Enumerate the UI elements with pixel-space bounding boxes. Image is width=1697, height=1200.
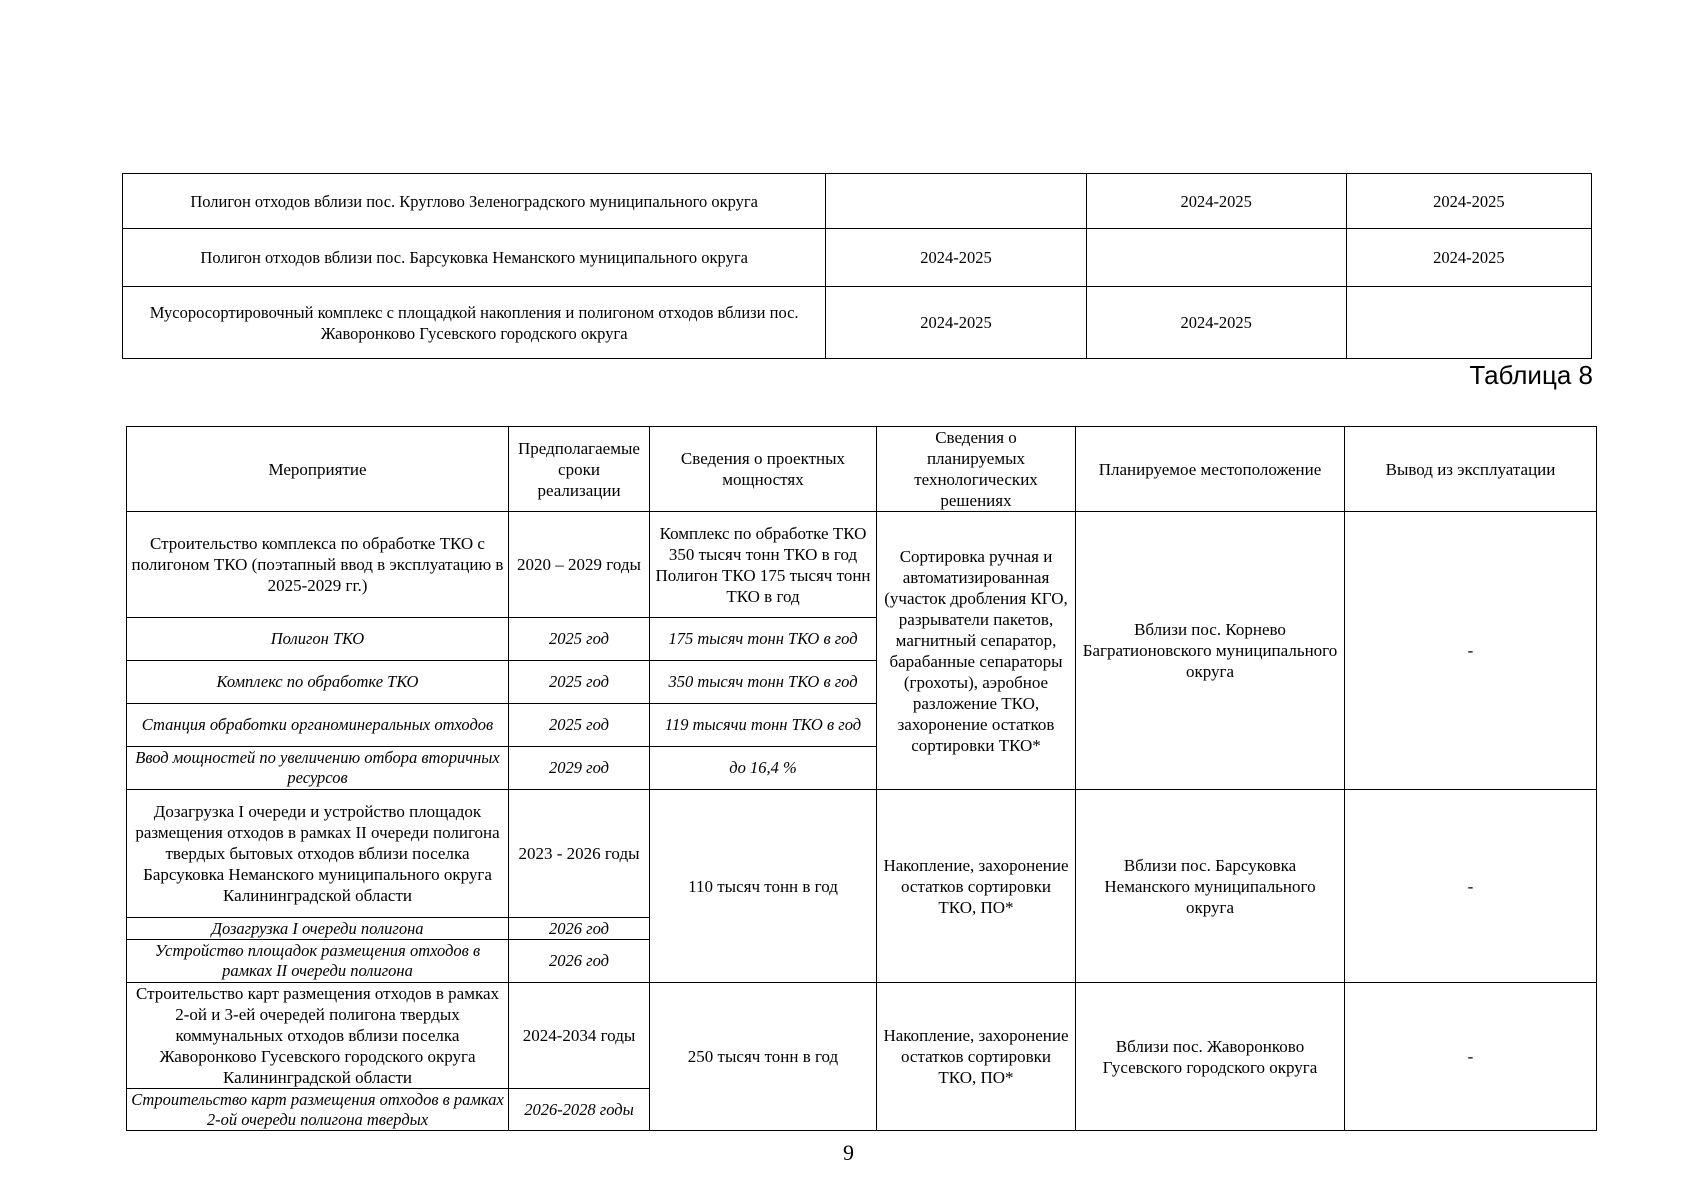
sub-event-cell: Устройство площадок размещения отходов в рамках II очереди полигона [127, 940, 509, 983]
terms-cell: 2024-2034 годы [509, 983, 650, 1089]
sub-capacity-cell: до 16,4 % [650, 747, 877, 790]
sub-event-cell: Строительство карт размещения отходов в рамках 2-ой очереди полигона твердых [127, 1089, 509, 1131]
year-cell: 2024-2025 [1086, 287, 1346, 359]
year-cell [1346, 287, 1591, 359]
tech-cell: Сортировка ручная и автоматизированная (участок дробления КГО, разрыватели пакетов, магнитный сепаратор, барабанные сепараторы (грохоты), аэробное разложение ТКО, захоронение остатков сортировки ТКО* [877, 512, 1076, 790]
sub-terms-cell: 2026 год [509, 918, 650, 940]
decommission-cell: - [1345, 983, 1597, 1131]
sub-event-cell: Ввод мощностей по увеличению отбора вторичных ресурсов [127, 747, 509, 790]
table-row [123, 287, 1592, 359]
sub-event-cell: Полигон ТКО [127, 618, 509, 661]
capacity-cell: 250 тысяч тонн в год [650, 983, 877, 1131]
header-terms: Предполагаемые сроки реализации [509, 427, 650, 512]
year-cell [826, 174, 1086, 229]
event-cell: Строительство карт размещения отходов в рамках 2-ой и 3-ей очередей полигона твердых коммунальных отходов вблизи поселка Жаворонково Гусевского городского округа Калининградской области [127, 983, 509, 1089]
event-cell: Дозагрузка I очереди и устройство площадок размещения отходов в рамках II очереди полигона твердых бытовых отходов вблизи поселка Барсуковка Неманского муниципального округа Калининградской области [127, 790, 509, 918]
object-name: Мусоросортировочный комплекс с площадкой накопления и полигоном отходов вблизи пос. Жаворонково Гусевского городского округа [123, 287, 826, 359]
table-caption: Таблица 8 [1469, 360, 1593, 390]
table-row [127, 983, 1597, 1089]
page-number: 9 [843, 1140, 854, 1165]
sub-event-cell: Комплекс по обработке ТКО [127, 661, 509, 704]
top-table [122, 173, 1592, 359]
sub-terms-cell: 2025 год [509, 618, 650, 661]
header-tech: Сведения о планируемых технологических решениях [877, 427, 1076, 512]
header-event: Мероприятие [127, 427, 509, 512]
header-location: Планируемое местоположение [1076, 427, 1345, 512]
header-decommission: Вывод из эксплуатации [1345, 427, 1597, 512]
table-row [127, 790, 1597, 918]
header-row [127, 427, 1597, 512]
tech-cell: Накопление, захоронение остатков сортировки ТКО, ПО* [877, 790, 1076, 983]
event-cell: Строительство комплекса по обработке ТКО с полигоном ТКО (поэтапный ввод в эксплуатацию в 2025-2029 гг.) [127, 512, 509, 618]
decommission-cell: - [1345, 512, 1597, 790]
location-cell: Вблизи пос. Корнево Багратионовского муниципального округа [1076, 512, 1345, 790]
year-cell: 2024-2025 [1346, 229, 1591, 287]
terms-cell: 2020 – 2029 годы [509, 512, 650, 618]
sub-terms-cell: 2026-2028 годы [509, 1089, 650, 1131]
sub-terms-cell: 2029 год [509, 747, 650, 790]
object-name: Полигон отходов вблизи пос. Барсуковка Неманского муниципального округа [123, 229, 826, 287]
year-cell: 2024-2025 [1346, 174, 1591, 229]
year-cell: 2024-2025 [1086, 174, 1346, 229]
table-row [123, 174, 1592, 229]
sub-capacity-cell: 175 тысяч тонн ТКО в год [650, 618, 877, 661]
sub-capacity-cell: 350 тысяч тонн ТКО в год [650, 661, 877, 704]
decommission-cell: - [1345, 790, 1597, 983]
year-cell: 2024-2025 [826, 287, 1086, 359]
object-name: Полигон отходов вблизи пос. Круглово Зеленоградского муниципального округа [123, 174, 826, 229]
sub-event-cell: Дозагрузка I очереди полигона [127, 918, 509, 940]
header-capacity: Сведения о проектных мощностях [650, 427, 877, 512]
sub-capacity-cell: 119 тысячи тонн ТКО в год [650, 704, 877, 747]
sub-event-cell: Станция обработки органоминеральных отходов [127, 704, 509, 747]
capacity-cell: Комплекс по обработке ТКО 350 тысяч тонн ТКО в год Полигон ТКО 175 тысяч тонн ТКО в год [650, 512, 877, 618]
year-cell [1086, 229, 1346, 287]
sub-terms-cell: 2025 год [509, 661, 650, 704]
table-row [123, 229, 1592, 287]
measures-table [126, 426, 1597, 1131]
location-cell: Вблизи пос. Барсуковка Неманского муниципального округа [1076, 790, 1345, 983]
sub-terms-cell: 2025 год [509, 704, 650, 747]
year-cell: 2024-2025 [826, 229, 1086, 287]
sub-terms-cell: 2026 год [509, 940, 650, 983]
tech-cell: Накопление, захоронение остатков сортировки ТКО, ПО* [877, 983, 1076, 1131]
terms-cell: 2023 - 2026 годы [509, 790, 650, 918]
capacity-cell: 110 тысяч тонн в год [650, 790, 877, 983]
table-row [127, 512, 1597, 618]
location-cell: Вблизи пос. Жаворонково Гусевского городского округа [1076, 983, 1345, 1131]
